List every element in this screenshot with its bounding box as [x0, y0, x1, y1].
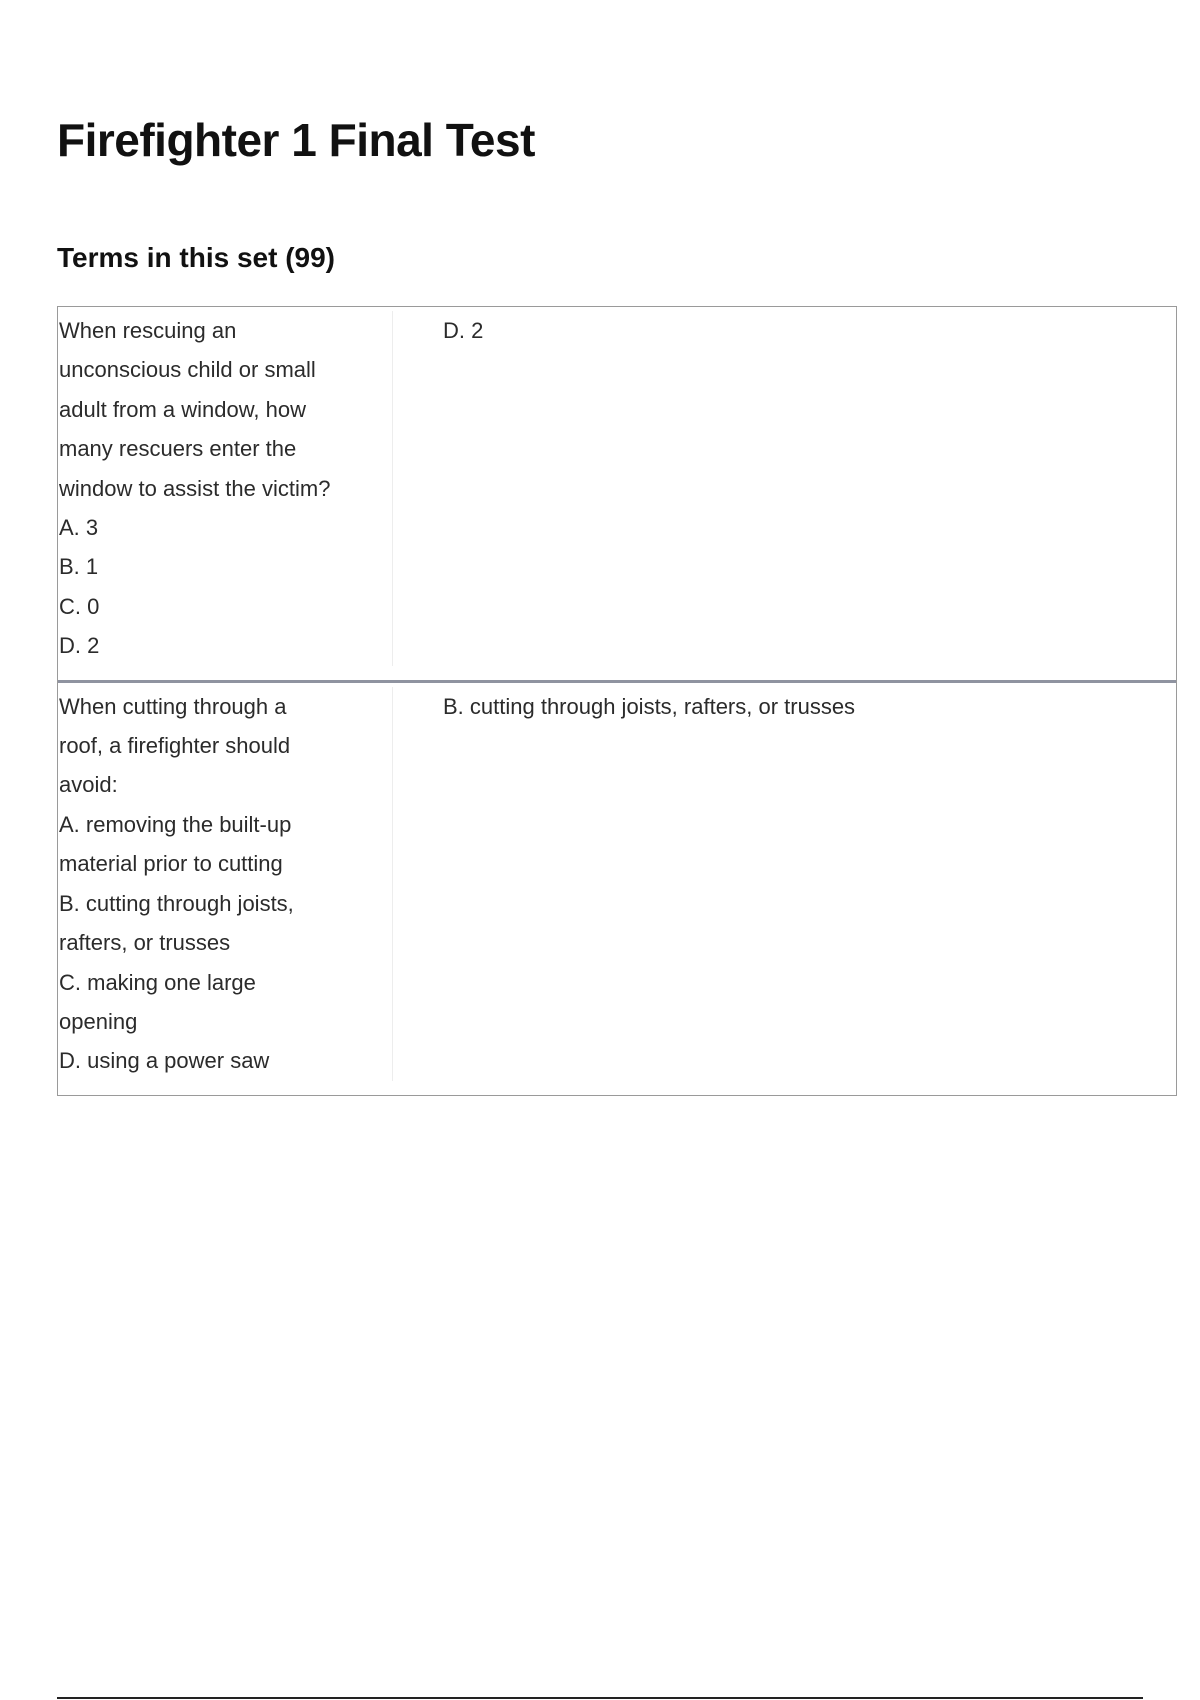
term-line: material prior to cutting — [59, 851, 283, 877]
term-option-c: C. making one large — [59, 969, 256, 995]
page-title: Firefighter 1 Final Test — [57, 114, 535, 166]
term-line: When cutting through a — [59, 693, 287, 719]
term-cell — [58, 687, 393, 1081]
term-option-c: C. 0 — [59, 593, 100, 619]
term-line: unconscious child or small — [59, 357, 316, 383]
term-option-d: D. 2 — [59, 633, 100, 659]
term-line: rafters, or trusses — [59, 930, 231, 956]
term-line: window to assist the victim? — [59, 475, 331, 501]
definition-text: D. 2 — [443, 318, 484, 343]
flashcard-row — [58, 680, 1176, 1095]
term-option-a: A. removing the built-up — [59, 811, 292, 837]
term-line: roof, a firefighter should — [59, 733, 291, 759]
term-line: opening — [59, 1008, 138, 1034]
term-option-a: A. 3 — [59, 515, 99, 541]
footer-divider — [57, 1697, 1143, 1699]
term-line: adult from a window, how — [59, 396, 307, 422]
term-line: many rescuers enter the — [59, 436, 297, 462]
definition-cell — [393, 311, 1176, 666]
term-option-b: B. cutting through joists, — [59, 890, 294, 916]
definition-cell — [393, 687, 1176, 1081]
term-option-d: D. using a power saw — [59, 1048, 270, 1074]
flashcard-row — [58, 307, 1176, 680]
term-cell — [58, 311, 393, 666]
term-line: avoid: — [59, 772, 118, 798]
flashcard-list — [57, 306, 1177, 1096]
terms-count-heading: Terms in this set (99) — [57, 242, 336, 273]
definition-text: B. cutting through joists, rafters, or trusses — [443, 693, 856, 719]
term-line: When rescuing an — [59, 318, 237, 343]
term-option-b: B. 1 — [59, 554, 99, 580]
